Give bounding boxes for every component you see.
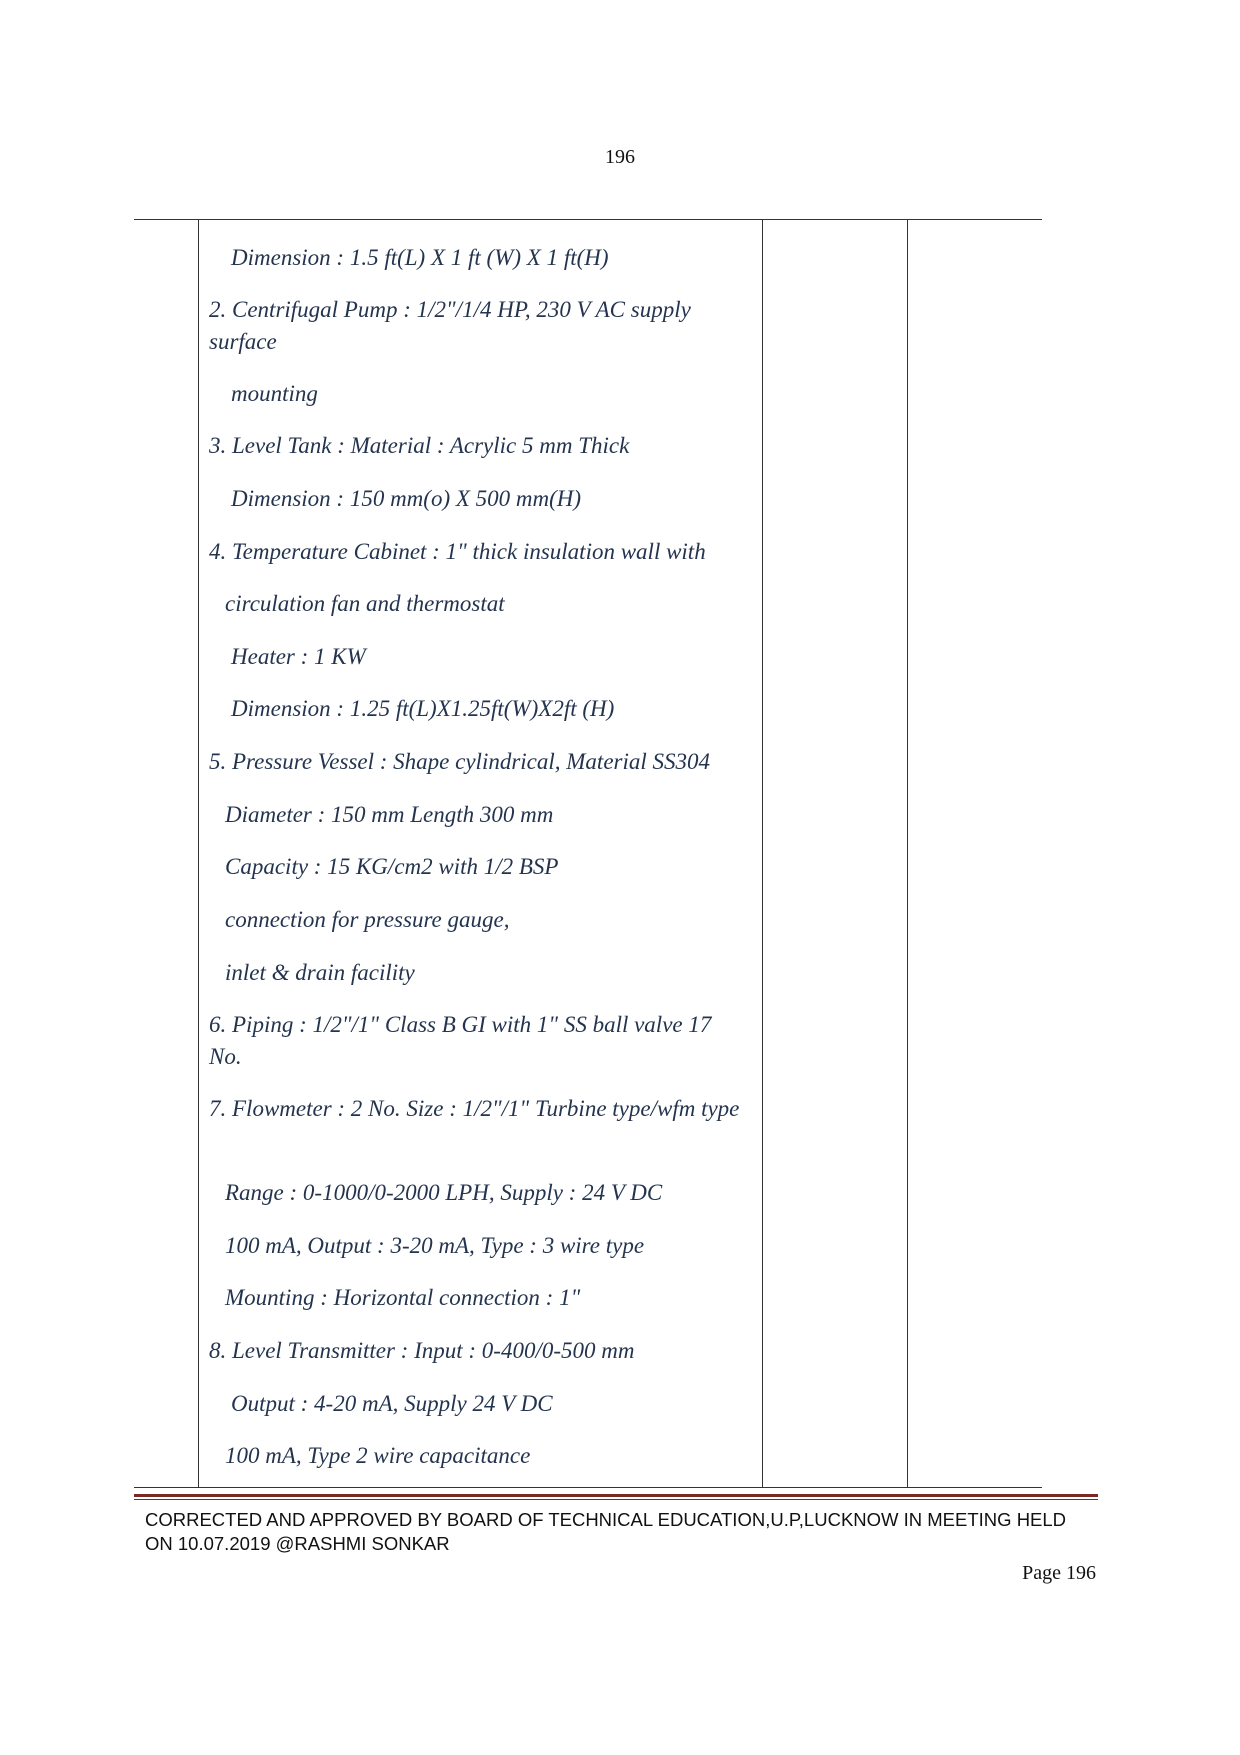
column-divider-1 (198, 219, 199, 1487)
spec-line: inlet & drain facility (225, 960, 415, 985)
footer-rule-line (134, 1494, 1098, 1497)
spec-line: mounting (231, 381, 318, 406)
table-bottom-border (134, 1487, 1042, 1488)
spec-line: 8. Level Transmitter : Input : 0-400/0-500 mm (209, 1338, 635, 1363)
spec-line: Dimension : 1.25 ft(L)X1.25ft(W)X2ft (H) (231, 696, 615, 721)
table-top-border (134, 219, 1042, 220)
spec-line: 100 mA, Type 2 wire capacitance (225, 1443, 531, 1468)
spec-line: Range : 0-1000/0-2000 LPH, Supply : 24 V DC (225, 1180, 663, 1205)
footer-rule-line (134, 1499, 1098, 1500)
spec-line: connection for pressure gauge, (225, 907, 510, 932)
footer-approval-text: CORRECTED AND APPROVED BY BOARD OF TECHNICAL EDUCATION,U.P,LUCKNOW IN MEETING HELD ON 10.07.2019 @RASHMI SONKAR (145, 1509, 1067, 1554)
spec-line: Dimension : 150 mm(o) X 500 mm(H) (231, 486, 582, 511)
spec-line: Capacity : 15 KG/cm2 with 1/2 BSP (225, 854, 559, 879)
page-number-top: 196 (605, 146, 635, 168)
spec-line: circulation fan and thermostat (225, 591, 505, 616)
spec-line: 6. Piping : 1/2"/1" Class B GI with 1" SS ball valve 17 No. (209, 1012, 712, 1069)
footer-page-label: Page 196 (1022, 1562, 1096, 1584)
spec-line: 3. Level Tank : Material : Acrylic 5 mm Thick (209, 433, 630, 458)
column-divider-3 (907, 219, 908, 1487)
spec-line: Mounting : Horizontal connection : 1" (225, 1285, 581, 1310)
spec-line: 7. Flowmeter : 2 No. Size : 1/2"/1" Turbine type/wfm type (209, 1096, 740, 1121)
spec-line: 5. Pressure Vessel : Shape cylindrical, Material SS304 (209, 749, 711, 774)
spec-line: 4. Temperature Cabinet : 1" thick insulation wall with (209, 539, 706, 564)
spec-line: 100 mA, Output : 3-20 mA, Type : 3 wire type (225, 1233, 645, 1258)
spec-line: Heater : 1 KW (231, 644, 366, 669)
spec-line: Dimension : 1.5 ft(L) X 1 ft (W) X 1 ft(H) (231, 245, 609, 270)
spec-line: Diameter : 150 mm Length 300 mm (225, 802, 554, 827)
spec-line: Output : 4-20 mA, Supply 24 V DC (231, 1391, 553, 1416)
spec-line: 2. Centrifugal Pump : 1/2"/1/4 HP, 230 V AC supply surface (209, 297, 691, 354)
